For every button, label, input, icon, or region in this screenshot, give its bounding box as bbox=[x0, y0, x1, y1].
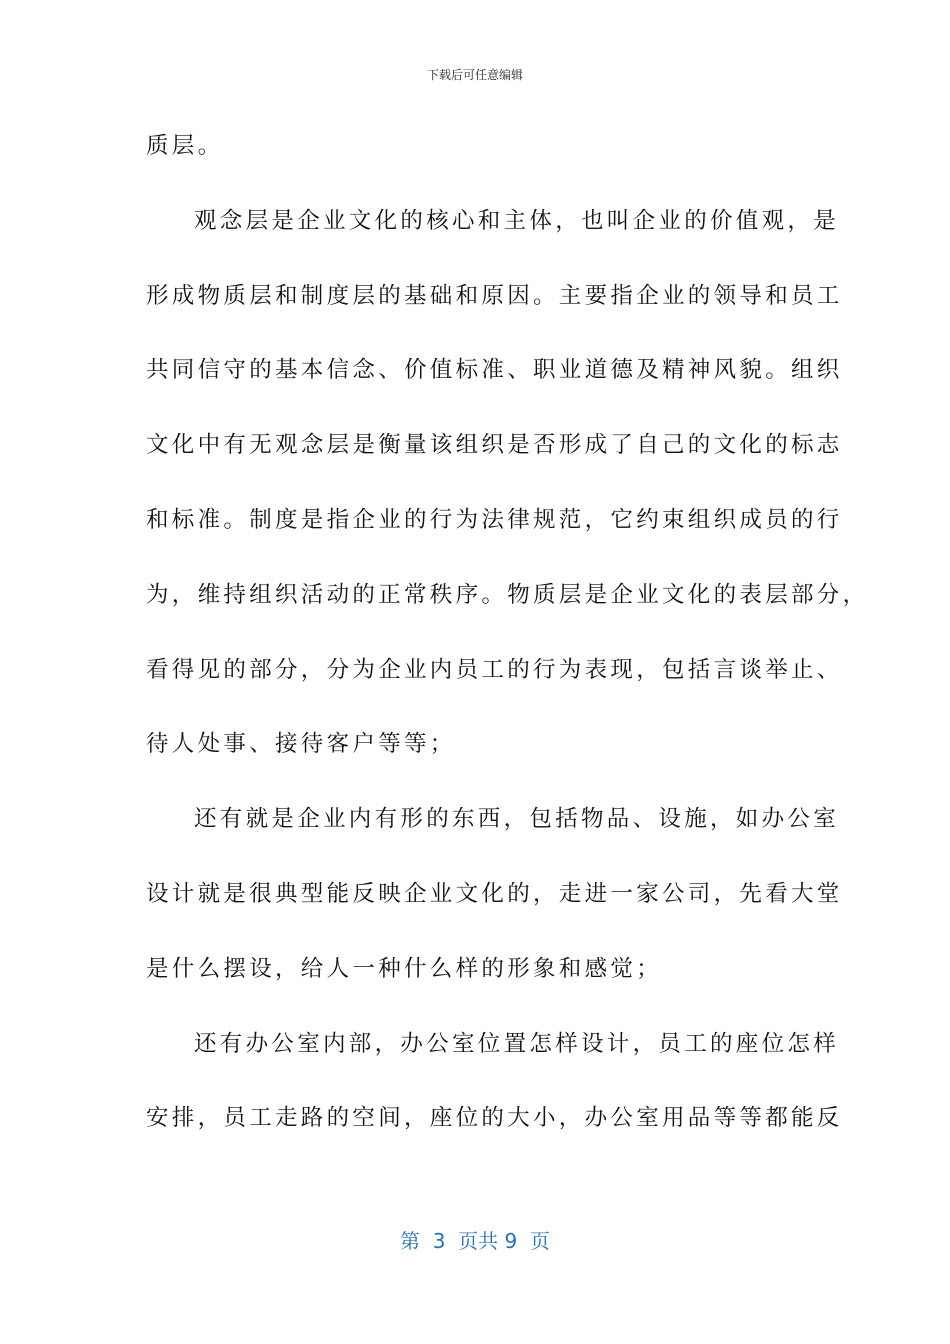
page-number-footer: 第 3 页共 9 页 bbox=[400, 1229, 550, 1253]
text-line-5: 文化中有无观念层是衡量该组织是否形成了自己的文化的标志 bbox=[146, 432, 843, 458]
text-line-4: 共同信守的基本信念、价值标准、职业道德及精神风貌。组织 bbox=[146, 357, 843, 383]
text-line-2: 观念层是企业文化的核心和主体，也叫企业的价值观，是 bbox=[194, 208, 840, 234]
text-line-9: 待人处事、接待客户等等； bbox=[146, 731, 456, 757]
text-line-6: 和标准。制度是指企业的行为法律规范，它约束组织成员的行 bbox=[146, 507, 843, 533]
text-line-1: 质层。 bbox=[146, 133, 224, 159]
text-line-8: 看得见的部分，分为企业内员工的行为表现，包括言谈举止、 bbox=[146, 657, 843, 683]
text-line-12: 是什么摆设，给人一种什么样的形象和感觉； bbox=[146, 956, 663, 982]
text-line-14: 安排，员工走路的空间，座位的大小，办公室用品等等都能反 bbox=[146, 1105, 843, 1131]
text-line-10: 还有就是企业内有形的东西，包括物品、设施，如办公室 bbox=[194, 806, 840, 832]
text-line-7: 为，维持组织活动的正常秩序。物质层是企业文化的表层部分， bbox=[146, 582, 869, 608]
text-line-13: 还有办公室内部，办公室位置怎样设计，员工的座位怎样 bbox=[194, 1031, 840, 1057]
text-line-11: 设计就是很典型能反映企业文化的，走进一家公司，先看大堂 bbox=[146, 881, 843, 907]
text-line-3: 形成物质层和制度层的基础和原因。主要指企业的领导和员工 bbox=[146, 283, 843, 309]
page-header: 下载后可任意编辑 bbox=[426, 68, 523, 82]
